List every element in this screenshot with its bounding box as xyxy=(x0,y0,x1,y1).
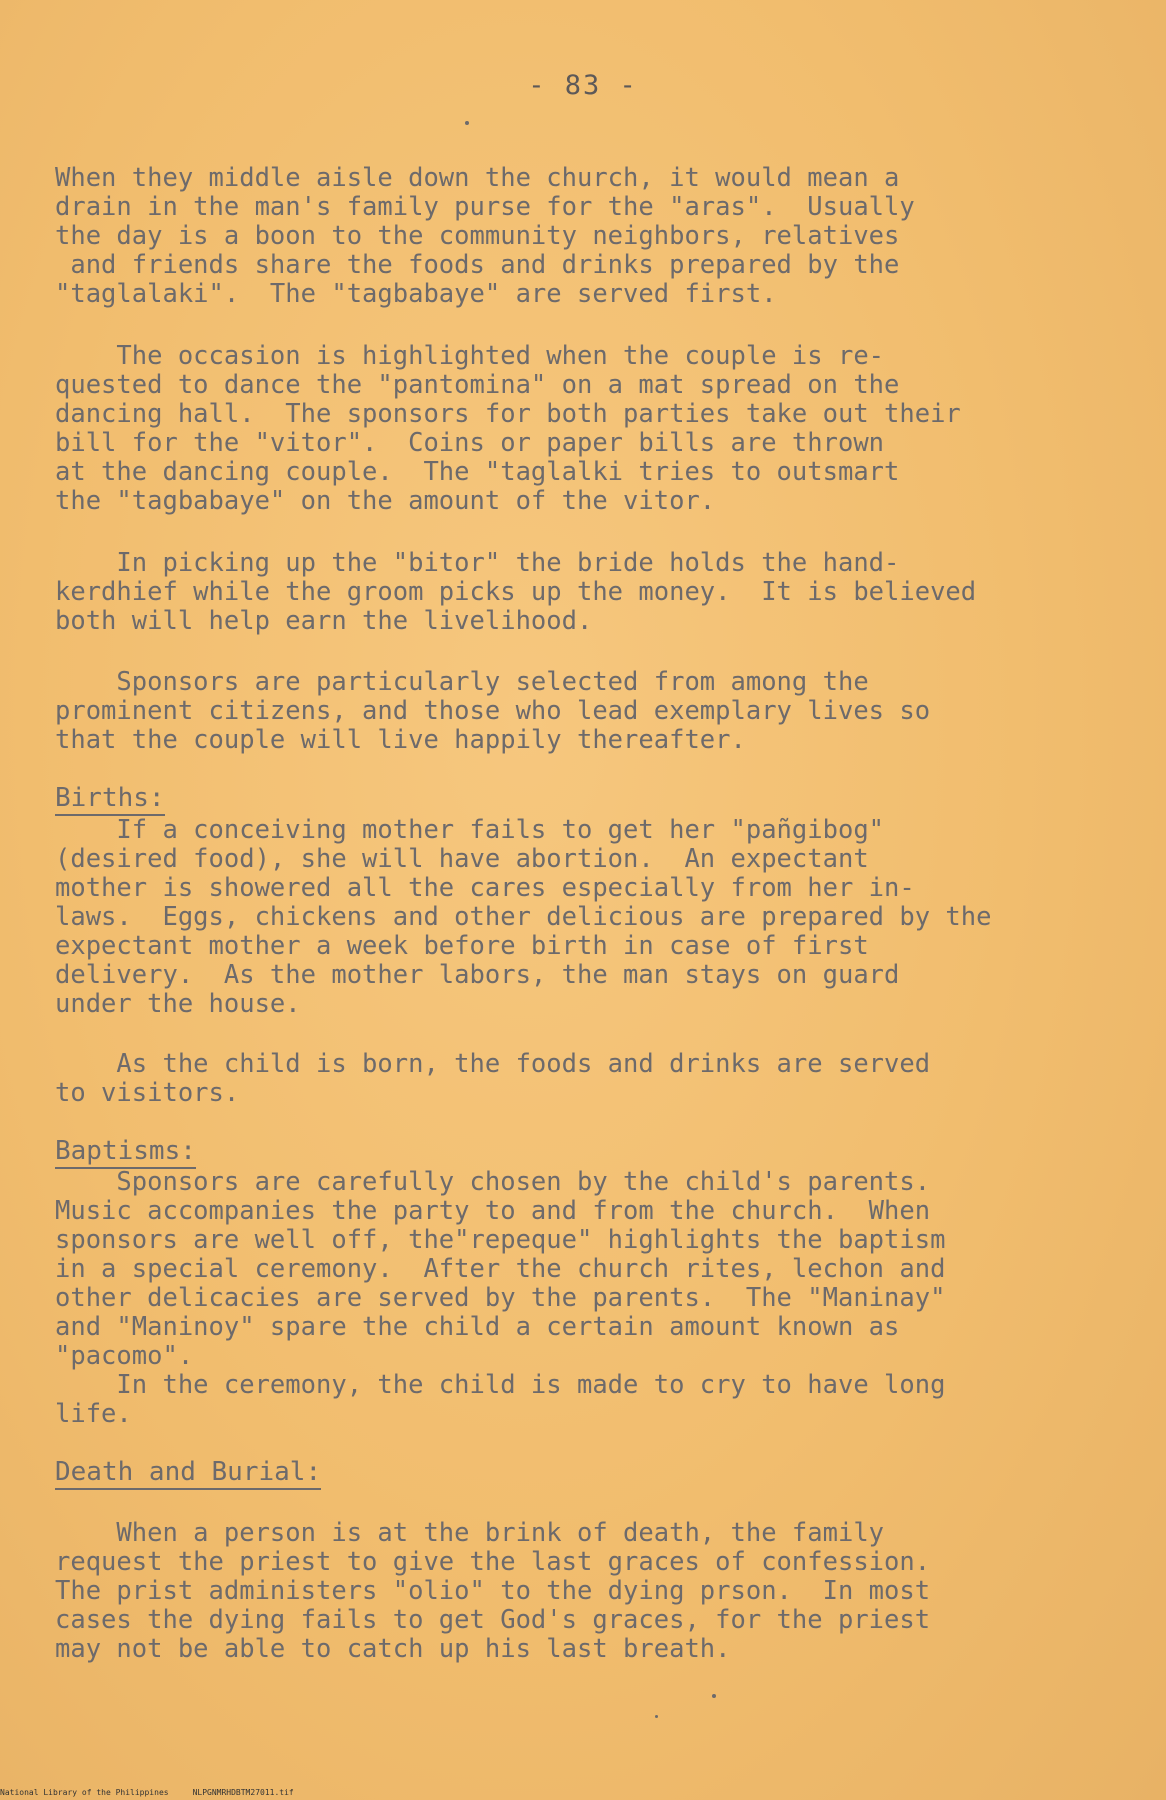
archive-footer xyxy=(0,1788,294,1798)
paragraph-death: When a person is at the brink of death, the family request the priest to give the last graces of confession. The prist administers "olio" to the dying prson. In most cases the dying fails to get God's graces, for the priest may not be able to catch up his last breath. xyxy=(55,1518,931,1664)
paper-speck xyxy=(655,1715,658,1718)
paragraph-baptisms: Sponsors are carefully chosen by the child's parents. Music accompanies the party to and from the church. When sponsors are well off, the"repeque" highlights the baptism in a special ceremony. After the church rites, lechon and other delicacies are served by the parents. The "Maninay" and "Maninoy" spare the child a certain amount known as "pacomo". In the ceremony, the child is made to cry to have long life. xyxy=(55,1167,946,1429)
paper-speck xyxy=(465,121,469,125)
page-number: - 83 - xyxy=(528,70,638,101)
footer-library: National Library of the Philippines xyxy=(0,1788,169,1797)
heading-death-and-burial: Death and Burial: xyxy=(55,1458,321,1490)
footer-filename: NLPGNMRHDBTM27011.tif xyxy=(192,1788,294,1797)
paragraph-births: If a conceiving mother fails to get her "pañgibog" (desired food), she will have abortion. An expectant mother is showered all the cares especially from her in- laws. Eggs, chickens and other delicious are prepared by the expectant mother a week before birth in case of first delivery. As the mother labors, the man stays on guard under the house. xyxy=(55,815,992,1019)
heading-baptisms: Baptisms: xyxy=(55,1137,196,1169)
paragraph-pantomina: The occasion is highlighted when the couple is re- quested to dance the "pantomina" on a mat spread on the dancing hall. The sponsors for both parties take out their bill for the "vitor". Coins or paper bills are thrown at the dancing couple. The "taglalki tries to outsmart the "tagbabaye" on the amount of the vitor. xyxy=(55,341,961,516)
paper-speck xyxy=(712,1694,716,1698)
paragraph-sponsors: Sponsors are particularly selected from among the prominent citizens, and those who lead exemplary lives so that the couple will live happily thereafter. xyxy=(55,667,931,755)
heading-births: Births: xyxy=(55,784,165,816)
paragraph-bitor: In picking up the "bitor" the bride holds the hand- kerdhief while the groom picks up the money. It is believed both will help earn the livelihood. xyxy=(55,548,977,636)
paragraph-child-born: As the child is born, the foods and drinks are served to visitors. xyxy=(55,1049,931,1108)
paragraph-wedding-expenses: When they middle aisle down the church, it would mean a drain in the man's family purse for the "aras". Usually the day is a boon to the community neighbors, relatives and friends share the foods and drinks prepared by the "taglalaki". The "tagbabaye" are served first. xyxy=(55,163,915,309)
